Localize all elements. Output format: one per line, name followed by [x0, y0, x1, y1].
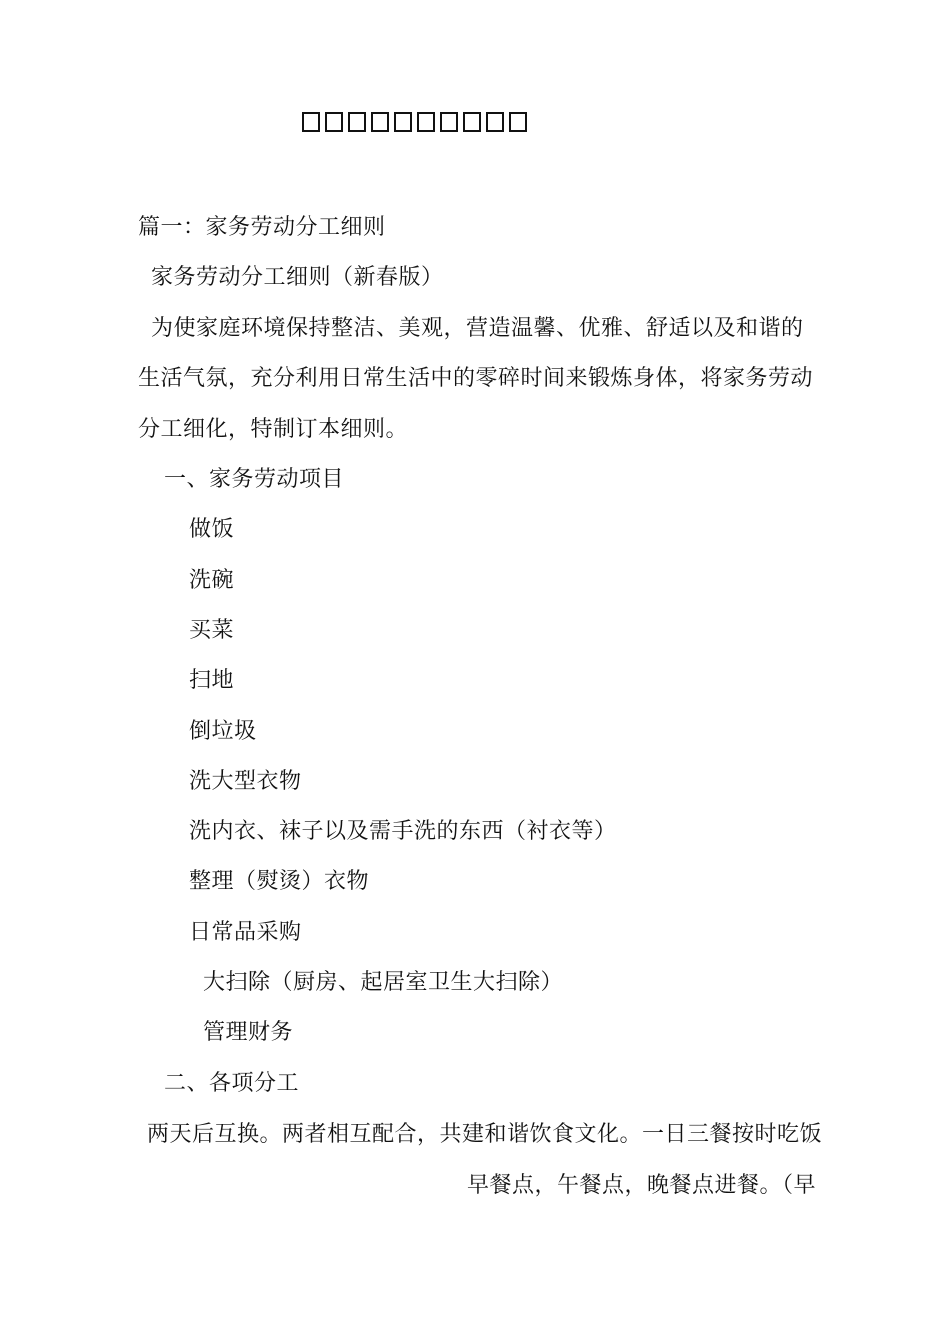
list-item: 洗大型衣物 [189, 769, 302, 794]
list-item: 买菜 [189, 618, 235, 643]
missing-glyph-box [348, 112, 366, 132]
missing-glyph-box [371, 112, 389, 132]
subheading: 家务劳动分工细则（新春版） [151, 265, 444, 290]
missing-glyph-box [440, 112, 458, 132]
missing-glyph-box [302, 112, 320, 132]
missing-glyph-box [417, 112, 435, 132]
intro-line-3: 分工细化，特制订本细则。 [138, 417, 409, 442]
heading: 篇一：家务劳动分工细则 [138, 215, 386, 240]
section1-title: 一、家务劳动项目 [164, 467, 345, 492]
intro-line-2: 生活气氛，充分利用日常生活中的零碎时间来锻炼身体，将家务劳动 [138, 366, 814, 391]
missing-glyph-box [486, 112, 504, 132]
list-item: 整理（熨烫）衣物 [189, 869, 370, 894]
section2-line-2: 早餐点，午餐点，晚餐点进餐。（早 [466, 1173, 816, 1198]
list-item: 扫地 [189, 668, 235, 693]
section2-title: 二、各项分工 [164, 1071, 300, 1096]
missing-glyph-box [463, 112, 481, 132]
list-item: 洗碗 [189, 568, 235, 593]
missing-glyph-box [509, 112, 527, 132]
list-item: 大扫除（厨房、起居室卫生大扫除） [203, 970, 564, 995]
list-item: 做饭 [189, 517, 235, 542]
missing-glyph-box [394, 112, 412, 132]
document-title-placeholder [302, 112, 529, 132]
intro-line-1: 为使家庭环境保持整洁、美观，营造温馨、优雅、舒适以及和谐的 [151, 316, 804, 341]
list-item: 倒垃圾 [189, 719, 257, 744]
list-item: 日常品采购 [189, 920, 302, 945]
list-item: 洗内衣、袜子以及需手洗的东西（衬衣等） [189, 819, 617, 844]
list-item: 管理财务 [203, 1020, 294, 1045]
section2-line-1: 两天后互换。两者相互配合，共建和谐饮食文化。一日三餐按时吃饭 [147, 1122, 823, 1147]
missing-glyph-box [325, 112, 343, 132]
